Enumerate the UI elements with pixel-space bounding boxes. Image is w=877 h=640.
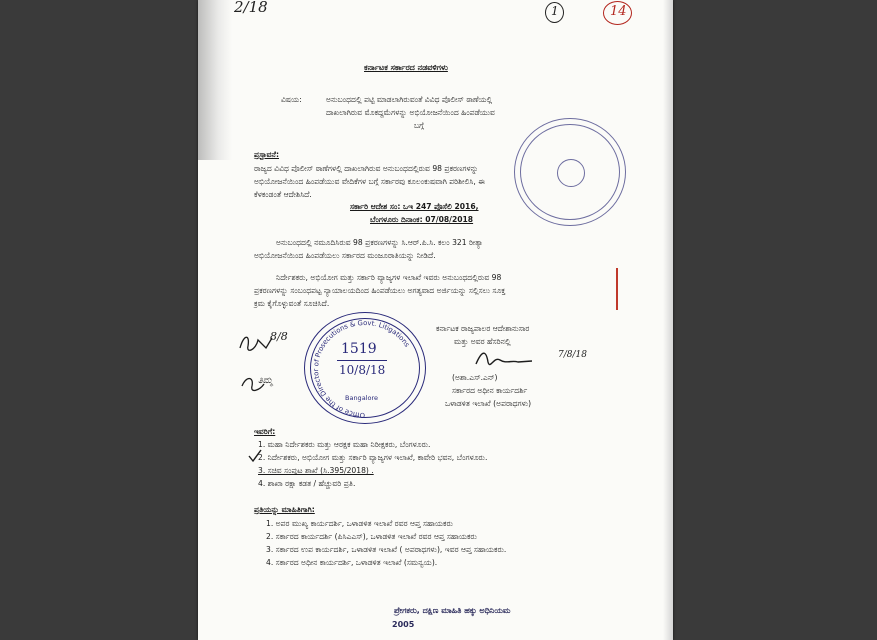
stamp-divider <box>337 360 387 361</box>
paragraph-1-line-1: ಅನುಬಂಧದಲ್ಲಿ ನಮೂದಿಸಿರುವ 98 ಪ್ರಕರಣಗಳನ್ನು ಸಿ.ಆರ್.ಪಿ.ಸಿ. ಕಲಂ 321 ರೀತ್ಯಾ <box>276 238 483 247</box>
black-circle-mark <box>545 2 564 23</box>
paragraph-2-line-3: ಕ್ರಮ ಕೈಗೊಳ್ಳುವಂತೆ ಸೂಚಿಸಿದೆ. <box>254 299 330 308</box>
paragraph-1-line-2: ಅಭಿಯೋಜನೆಯಿಂದ ಹಿಂಪಡೆಯಲು ಸರ್ಕಾರದ ಮಂಜೂರಾತಿಯನ್ನು ನೀಡಿದೆ. <box>254 251 436 260</box>
left-signature-2-text: ತಿಮ್ಮ <box>258 376 273 386</box>
subject-line-1: ಅನುಬಂಧದಲ್ಲಿ ಪಟ್ಟಿ ಮಾಡಲಾಗಿರುವಂತೆ ವಿವಿಧ ಪೊಲೀಸ್ ಠಾಣೆಯಲ್ಲಿ <box>326 95 493 104</box>
page-shadow-edge <box>198 0 232 160</box>
copy-item: 4. ಸರ್ಕಾರದ ಅಧೀನ ಕಾರ್ಯದರ್ಶಿ, ಒಳಾಡಳಿತ ಇಲಾಖೆ (ಸಮನ್ವಯ). <box>266 558 438 567</box>
preamble-line-2: ಅಭಿಯೋಜನೆಯಿಂದ ಹಿಂಪಡೆಯುವ ವೇದಿಕೆಗಳ ಬಗ್ಗೆ ಸರ್ಕಾರವು ಕೂಲಂಕುಷವಾಗಿ ಪರಿಶೀಲಿಸಿ, ಈ <box>254 177 485 186</box>
director-office-stamp <box>304 312 426 424</box>
recipients-label: ಇವರಿಗೆ: <box>254 427 276 436</box>
officer-signature <box>472 346 564 372</box>
recipient-item: 2. ನಿರ್ದೇಶಕರು, ಅಭಿಯೋಗ ಮತ್ತು ಸರ್ಕಾರಿ ವ್ಯಾಜ್ಯಗಳ ಇಲಾಖೆ, ಕಾವೇರಿ ಭವನ, ಬೆಂಗಳೂರು. <box>258 453 488 462</box>
stamp-ring-label: Office of the Director of Prosecutions & Govt. Litigations <box>312 318 412 420</box>
stamp-date: 10/8/18 <box>339 363 386 377</box>
signatory-department: ಒಳಾಡಳಿತ ಇಲಾಖೆ (ಅಪರಾಧಗಳು) <box>445 399 532 408</box>
left-handwritten-signature-2 <box>238 370 308 398</box>
page-right-edge <box>663 0 673 640</box>
document-header: ಕರ್ನಾಟಕ ಸರ್ಕಾರದ ನಡವಳಿಗಳು <box>364 63 448 72</box>
government-seal <box>514 118 626 226</box>
seal-emblem <box>557 159 585 187</box>
signatory-name: (ಅಶಾ.ಎಸ್.ಎನ್) <box>452 373 498 382</box>
recipient-item: 4. ಶಾಖಾ ರಕ್ಷಾ ಕಡತ / ಹೆಚ್ಚುವರಿ ಪ್ರತಿ. <box>258 479 356 488</box>
preamble-line-3: ಕೆಳಕಂಡಂತೆ ಆದೇಶಿಸಿದೆ. <box>254 190 312 199</box>
footer-stamp-text: ಪ್ರೇಗಕರು, ದಕ್ಷಿಣ ಮಾಹಿತಿ ಹಕ್ಕು ಅಧಿನಿಯಮ <box>394 606 511 615</box>
left-signature-1-text: 8/8 <box>270 330 288 343</box>
document-page <box>198 0 673 640</box>
order-date: ಬೆಂಗಳೂರು ದಿನಾಂಕ: 07/08/2018 <box>370 215 474 224</box>
red-circle-number: 14 <box>610 4 627 19</box>
top-left-page-mark: 2/18 <box>234 0 268 16</box>
preamble-label: ಪ್ರಸ್ತಾವನೆ: <box>254 150 279 159</box>
order-number: ಸರ್ಕಾರಿ ಆದೇಶ ಸಂ: ಒಇ 247 ಪೊಸೆಲಿ 2016, <box>350 202 479 211</box>
signature-line-1: ಕರ್ನಾಟಕ ರಾಜ್ಯಪಾಲರ ಆದೇಶಾನುಸಾರ <box>436 324 530 333</box>
signatory-designation: ಸರ್ಕಾರದ ಅಧೀನ ಕಾರ್ಯದರ್ಶಿ <box>452 386 528 395</box>
copy-item: 2. ಸರ್ಕಾರದ ಕಾರ್ಯದರ್ಶಿ (ಪಿಸಿಎಎಸ್), ಒಳಾಡಳಿತ ಇಲಾಖೆ ರವರ ಆಪ್ತ ಸಹಾಯಕರು <box>266 532 477 541</box>
copy-label: ಪ್ರತಿಯನ್ನು ಮಾಹಿತಿಗಾಗಿ: <box>254 505 315 514</box>
paragraph-2-line-2: ಪ್ರಕರಣಗಳನ್ನು ಸಂಬಂಧಪಟ್ಟ ನ್ಯಾಯಾಲಯದಿಂದ ಹಿಂಪಡೆಯಲು ಅಗತ್ಯವಾದ ಅರ್ಜಿಯನ್ನು ಸಲ್ಲಿಸಲು ಸೂಕ್ತ <box>254 286 506 295</box>
recipient-item: 1. ಮಹಾ ನಿರ್ದೇಶಕರು ಮತ್ತು ಆರಕ್ಷಕ ಮಹಾ ನಿರೀಕ್ಷಕರು, ಬೆಂಗಳೂರು. <box>258 440 431 449</box>
red-margin-mark <box>616 268 618 310</box>
copy-item: 1. ಅಪರ ಮುಖ್ಯ ಕಾರ್ಯದರ್ಶಿ, ಒಳಾಡಳಿತ ಇಲಾಖೆ ರವರ ಆಪ್ತ ಸಹಾಯಕರು <box>266 519 453 528</box>
stamp-number: 1519 <box>341 341 377 357</box>
recipient-item: 3. ಸಚಿವ ಸಂಪುಟ ಶಾಖೆ (ಸಿ.395/2018) . <box>258 466 374 475</box>
subject-label: ವಿಷಯ: <box>281 95 302 104</box>
paragraph-2-line-1: ನಿರ್ದೇಶಕರು, ಅಭಿಯೋಗ ಮತ್ತು ಸರ್ಕಾರಿ ವ್ಯಾಜ್ಯಗಳ ಇಲಾಖೆ ಇವರು ಅನುಬಂಧದಲ್ಲಿರುವ 98 <box>276 273 502 282</box>
check-mark-icon <box>247 448 263 464</box>
subject-line-3: ಬಗ್ಗೆ <box>414 121 424 130</box>
copy-item: 3. ಸರ್ಕಾರದ ಉಪ ಕಾರ್ಯದರ್ಶಿ, ಒಳಾಡಳಿತ ಇಲಾಖೆ ( ಅಪರಾಧಗಳು), ಇವರ ಆಪ್ತ ಸಹಾಯಕರು. <box>266 545 507 554</box>
signature-date: 7/8/18 <box>558 350 587 360</box>
signature-line-2: ಮತ್ತು ಅವರ ಹೆಸರಿನಲ್ಲಿ <box>454 337 511 346</box>
black-circle-number: 1 <box>551 4 559 18</box>
red-circle-mark <box>603 1 632 25</box>
preamble-line-1: ರಾಜ್ಯದ ವಿವಿಧ ಪೊಲೀಸ್ ಠಾಣೆಗಳಲ್ಲಿ ದಾಖಲಾಗಿರುವ ಅನುಬಂಧದಲ್ಲಿರುವ 98 ಪ್ರಕರಣಗಳನ್ನು <box>254 164 479 173</box>
subject-line-2: ದಾಖಲಾಗಿರುವ ಮೊಕದ್ದಮೆಗಳನ್ನು ಅಭಿಯೋಜನೆಯಿಂದ ಹಿಂಪಡೆಯುವ <box>326 108 495 117</box>
footer-stamp-text-2: 2005 <box>392 620 415 629</box>
stamp-city: Bangalore <box>345 394 378 402</box>
